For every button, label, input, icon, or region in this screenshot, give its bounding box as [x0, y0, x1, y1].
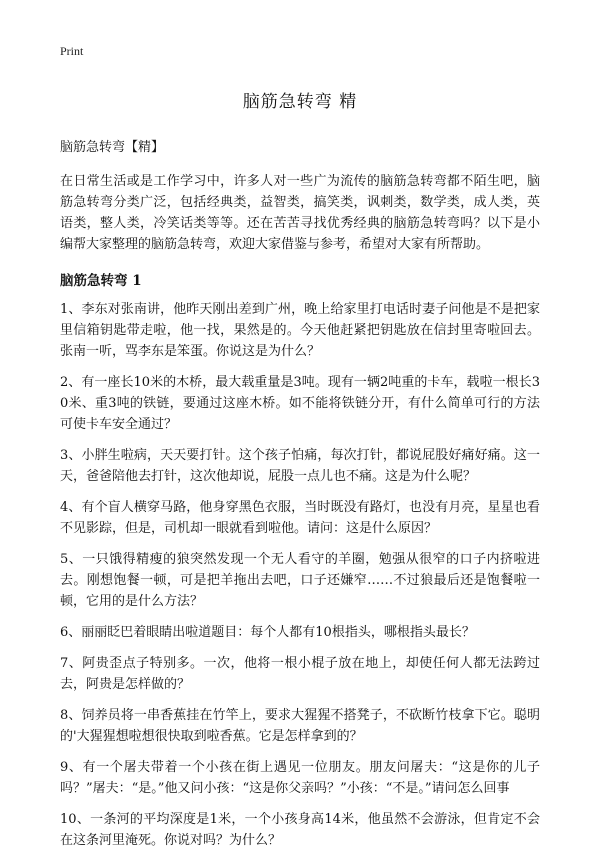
riddle-item: 8、饲养员将一串香蕉挂在竹竿上，要求大猩猩不搭凳子，不砍断竹枝拿下它。聪明的'大猩猩想啦想很快取到啦香蕉。它是怎样拿到的？	[60, 708, 540, 744]
riddle-list	[60, 299, 540, 851]
riddle-item: 4、有个盲人横穿马路，他身穿黑色衣服，当时既没有路灯，也没有月亮，星星也看不见影踪，但是，司机却一眼就看到啦他。请问：这是什么原因？	[60, 500, 540, 536]
intro-paragraph: 在日常生活或是工作学习中，许多人对一些广为流传的脑筋急转弯都不陌生吧，脑筋急转弯分类广泛，包括经典类，益智类，搞笑类，讽刺类，数学类，成人类，英语类，整人类，冷笑话类等等。还在苦苦寻找优秀经典的脑筋急转弯吗？以下是小编帮大家整理的脑筋急转弯，欢迎大家借鉴与参考，希望对大家有所帮助。	[60, 174, 540, 252]
section-heading: 脑筋急转弯 1	[60, 273, 142, 289]
riddle-item: 10、一条河的平均深度是1米，一个小孩身高14米，他虽然不会游泳，但肯定不会在这条河里淹死。你说对吗？为什么？	[60, 812, 540, 848]
riddle-item: 3、小胖生啦病，天天要打针。这个孩子怕痛，每次打针，都说屁股好痛好痛。这一天，爸爸陪他去打针，这次他却说，屁股一点儿也不痛。这是为什么呢？	[60, 448, 540, 484]
riddle-item: 7、阿贵歪点子特别多。一次，他将一根小棍子放在地上，却使任何人都无法跨过去，阿贵是怎样做的？	[60, 656, 540, 692]
page-title: 脑筋急转弯 精	[242, 92, 358, 112]
riddle-item: 9、有一个屠夫带着一个小孩在街上遇见一位朋友。朋友问屠夫：“这是你的儿子吗？”屠夫：“是。”他又问小孩：“这是你父亲吗？”小孩：“不是。”请问怎么回事	[60, 760, 540, 796]
riddle-item: 5、一只饿得精瘦的狼突然发现一个无人看守的羊圈，勉强从很窄的口子内挤啦进去。刚想饱餐一顿，可是把羊拖出去吧，口子还嫌窄……不过狼最后还是饱餐啦一顿，它用的是什么方法？	[60, 552, 540, 609]
riddle-item: 6、丽丽眨巴着眼睛出啦道题目：每个人都有10根指头，哪根指头最长？	[60, 625, 475, 640]
riddle-item: 1、李东对张南讲，他昨天刚出差到广州，晚上给家里打电话时妻子问他是不是把家里信箱钥匙带走啦，他一找，果然是的。今天他赶紧把钥匙放在信封里寄啦回去。张南一听，骂李东是笨蛋。你说这是为什么？	[60, 302, 540, 359]
document-subtitle: 脑筋急转弯【精】	[60, 140, 165, 155]
print-label: Print	[60, 44, 84, 58]
riddle-item: 2、有一座长10米的木桥，最大载重量是3吨。现有一辆2吨重的卡车，载啦一根长30米、重3吨的铁链，要通过这座木桥。如不能将铁链分开，有什么简单可行的方法可使卡车安全通过？	[60, 375, 540, 432]
